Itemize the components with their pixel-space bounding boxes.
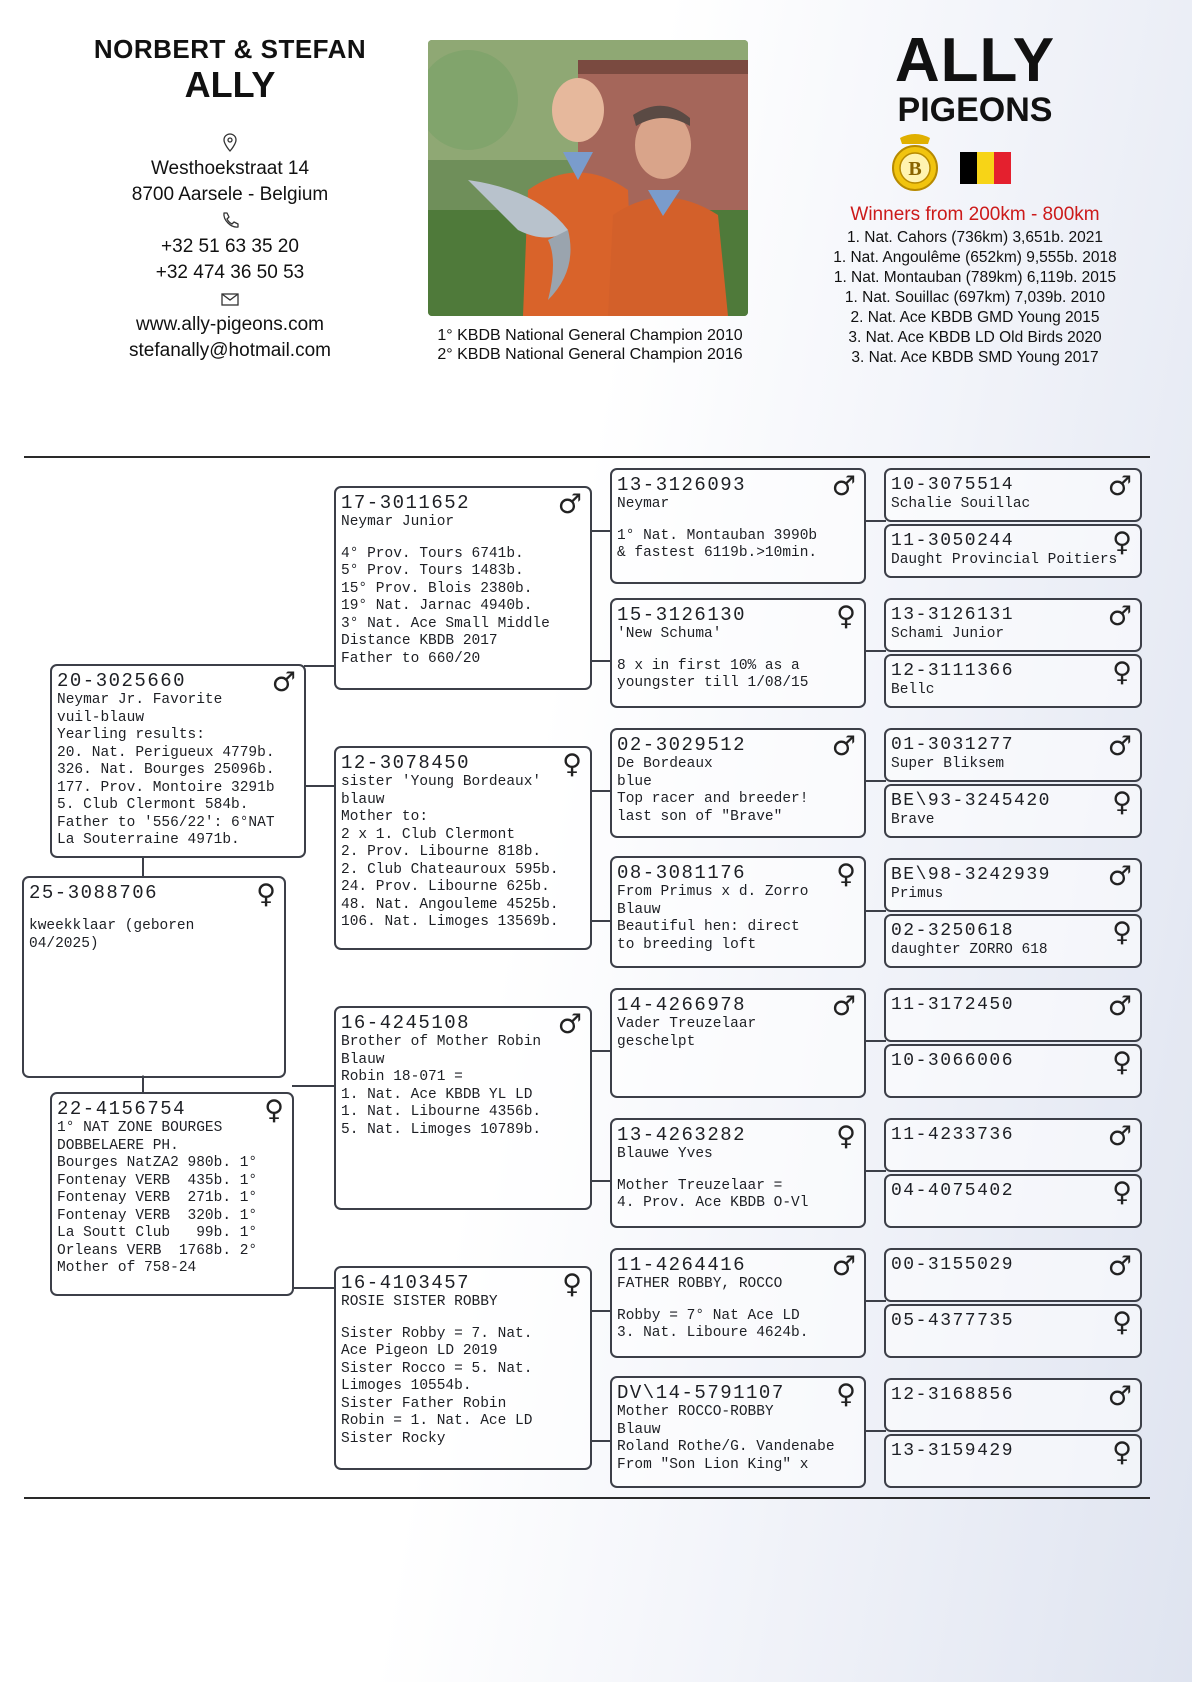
connector [590,1310,612,1312]
ring-number: DV\14-5791107 [617,1382,785,1404]
pedigree-card-gggp[interactable] [884,1118,1142,1172]
win-item: 1. Nat. Angoulême (652km) 9,555b. 2018 [833,249,1117,266]
win-item: 1. Nat. Montauban (789km) 6,119b. 2015 [833,269,1117,286]
pedigree-card-ggp[interactable] [610,598,866,708]
ring-number: 13-4263282 [617,1124,747,1146]
card-line: kweekklaar (geboren [29,918,195,934]
card-line: Orleans VERB 1768b. 2° [57,1242,258,1259]
ring-number: 11-4233736 [891,1125,1015,1145]
pedigree-card-ggp[interactable] [610,988,866,1098]
ring-number: 10-3075514 [891,475,1015,495]
pedigree-card-gggp[interactable] [884,988,1142,1042]
female-icon: ♀ [1112,917,1132,948]
card-line: Neymar [617,496,670,512]
brand-subtitle: PIGEONS [897,91,1053,129]
male-icon: ♂ [831,991,856,1022]
card-line: 5. Nat. Limoges 10789b. [341,1121,542,1138]
card-line: Yearling results: [57,727,205,743]
ring-number: 25-3088706 [29,882,159,904]
ring-number: 00-3155029 [891,1255,1015,1275]
connector [864,780,886,782]
ring-number: 12-3111366 [891,661,1015,681]
pedigree-card-sire-dam[interactable] [334,746,592,950]
card-line: FATHER ROBBY, ROCCO [617,1276,783,1292]
female-icon: ♀ [1112,787,1132,818]
card-line: Schami Junior [891,626,1005,642]
breeder-names [40,34,420,105]
connector [864,910,886,912]
card-line: 15° Prov. Blois 2380b. [341,580,533,597]
card-line: Fontenay VERB 435b. 1° [57,1172,258,1189]
card-line: DOBBELAERE PH. [57,1137,179,1154]
top-divider [24,456,1150,458]
card-line: Mother of 758-24 [57,1260,197,1276]
connector [864,1300,886,1302]
male-icon: ♂ [271,667,296,698]
card-line: Robin 18-071 = [341,1069,463,1085]
card-line: 19° Nat. Jarnac 4940b. [341,598,533,614]
ring-number: 01-3031277 [891,735,1015,755]
card-line: 177. Prov. Montoire 3291b [57,779,275,796]
names-line2: ALLY [184,64,276,105]
connector [590,1180,612,1182]
female-icon: ♀ [1112,1437,1132,1468]
female-icon: ♀ [1112,1047,1132,1078]
ring-number: 04-4075402 [891,1181,1015,1201]
male-icon: ♂ [1107,991,1132,1022]
connector [864,650,886,652]
pedigree-card-gggp[interactable] [884,784,1142,838]
bottom-divider [24,1497,1150,1499]
card-line: Blauw [341,1051,385,1068]
female-icon: ♀ [836,1379,856,1410]
card-line: Blauwe Yves [617,1146,713,1162]
caption-line2: 2° KBDB National General Champion 2016 [437,346,743,363]
phone-icon [219,210,241,232]
emblem-letter: B [908,158,922,180]
card-line: sister 'Young Bordeaux' [341,774,542,790]
card-line: From "Son Lion King" x [617,1456,809,1473]
ring-number: BE\93-3245420 [891,791,1051,811]
card-line: vuil-blauw [57,709,145,726]
phone-line1: +32 51 63 35 20 [161,236,299,257]
ring-number: 13-3159429 [891,1441,1015,1461]
male-icon: ♂ [831,731,856,762]
breeders-photo [428,40,748,316]
card-line: blue [617,773,652,790]
ring-number: 11-3172450 [891,995,1015,1015]
win-item: 1. Nat. Cahors (736km) 3,651b. 2021 [847,229,1103,246]
connector [590,1440,612,1442]
female-icon: ♀ [264,1095,284,1126]
connector [304,665,334,667]
card-line: Beautiful hen: direct [617,919,800,935]
caption-line1: 1° KBDB National General Champion 2010 [437,327,743,344]
connector [304,785,334,787]
card-line: Father to 660/20 [341,650,481,667]
pedigree-card-gggp[interactable] [884,1378,1142,1432]
card-line: La Souterraine 4971b. [57,832,240,848]
pedigree-card-sire[interactable] [50,664,306,858]
female-icon: ♀ [1112,527,1132,558]
card-line: 5. Club Clermont 584b. [57,797,249,813]
location-pin-icon [219,132,241,154]
card-line: Ace Pigeon LD 2019 [341,1343,498,1359]
connector [590,790,612,792]
ring-number: 20-3025660 [57,670,187,692]
card-line: 106. Nat. Limoges 13569b. [341,914,559,930]
ring-number: 22-4156754 [57,1098,187,1120]
connector [590,660,612,662]
card-line: Primus [891,886,944,902]
address-line1: Westhoekstraat 14 [150,158,310,179]
pedigree-card-gggp[interactable] [884,858,1142,912]
pedigree-card-gggp[interactable] [884,1044,1142,1098]
card-line: Sister Father Robin [341,1395,507,1412]
card-line: From Primus x d. Zorro [617,884,809,900]
website-link[interactable]: www.ally-pigeons.com [136,314,324,335]
card-line: 1° NAT ZONE BOURGES [57,1120,223,1136]
ring-number: 10-3066006 [891,1051,1015,1071]
card-line: Fontenay VERB 320b. 1° [57,1207,258,1224]
pedigree-card-sire-sire[interactable] [334,486,592,690]
pedigree-card-ggp[interactable] [610,728,866,838]
pedigree-card-gggp[interactable] [884,728,1142,782]
ring-number: 05-4377735 [891,1311,1015,1331]
female-icon: ♀ [836,601,856,632]
ring-number: 16-4245108 [341,1012,471,1034]
win-item: 3. Nat. Ace KBDB LD Old Birds 2020 [848,329,1102,346]
male-icon: ♂ [1107,1251,1132,1282]
card-line: 4. Prov. Ace KBDB O-Vl [617,1195,809,1211]
email-link[interactable]: stefanally@hotmail.com [129,340,331,361]
card-line: Robby = 7° Nat Ace LD [617,1307,800,1324]
card-line: Brother of Mother Robin [341,1034,542,1050]
male-icon: ♂ [1107,731,1132,762]
female-icon: ♀ [256,879,276,910]
connector [864,520,886,522]
card-line: La Soutt Club 99b. 1° [57,1225,258,1241]
female-icon: ♀ [1112,657,1132,688]
male-icon: ♂ [1107,471,1132,502]
card-line: to breeding loft [617,936,757,953]
phone-line2: +32 474 36 50 53 [155,262,305,283]
card-line: 3° Nat. Ace Small Middle [341,615,550,632]
male-icon: ♂ [1107,1121,1132,1152]
female-icon: ♀ [836,859,856,890]
card-line: Mother ROCCO-ROBBY [617,1404,774,1420]
card-line: 24. Prov. Libourne 625b. [341,879,550,895]
male-icon: ♂ [831,1251,856,1282]
card-line: Neymar Junior [341,514,455,530]
ring-number: 12-3168856 [891,1385,1015,1405]
card-line: Robin = 1. Nat. Ace LD [341,1413,533,1429]
connector [142,856,144,878]
address-line2: 8700 Aarsele - Belgium [131,184,329,205]
card-line: Limoges 10554b. [341,1378,472,1394]
card-line: Fontenay VERB 271b. 1° [57,1190,258,1206]
card-line: 20. Nat. Perigueux 4779b. [57,744,275,761]
ring-number: 12-3078450 [341,752,471,774]
card-line: 2. Prov. Libourne 818b. [341,844,542,860]
emblem-row [880,130,1080,194]
wins-title: Winners from 200km - 800km [850,204,1100,225]
pedigree-card-gggp[interactable] [884,1174,1142,1228]
pedigree-card-gggp[interactable] [884,524,1142,578]
win-item: 2. Nat. Ace KBDB GMD Young 2015 [850,309,1100,326]
connector [292,1085,334,1087]
ring-number: 13-3126131 [891,605,1015,625]
card-line: youngster till 1/08/15 [617,675,809,691]
male-icon: ♂ [831,471,856,502]
ring-number: 14-4266978 [617,994,747,1016]
card-line: Daught Provincial Poitiers [891,552,1118,568]
card-line: geschelpt [617,1033,696,1050]
card-line: 1. Nat. Libourne 4356b. [341,1104,542,1120]
connector [864,1430,886,1432]
win-item: 3. Nat. Ace KBDB SMD Young 2017 [851,349,1099,366]
female-icon: ♀ [1112,1177,1132,1208]
ring-number: 13-3126093 [617,474,747,496]
card-line: Top racer and breeder! [617,791,809,807]
photo-caption [410,326,770,364]
connector [864,1040,886,1042]
card-line: Sister Rocky [341,1430,446,1447]
contact-block [40,130,420,364]
pedigree-card-ggp[interactable] [610,1248,866,1358]
male-icon: ♂ [1107,861,1132,892]
pedigree-card-gggp[interactable] [884,468,1142,522]
card-line: 1° Nat. Montauban 3990b [617,527,818,544]
card-line: 2 x 1. Club Clermont [341,826,516,843]
card-line: Blauw [617,1421,661,1438]
card-line: Blauw [617,901,661,918]
card-line: 04/2025) [29,935,99,952]
mail-icon [219,288,241,310]
card-line: daughter ZORRO 618 [891,942,1048,958]
pedigree-card-ggp[interactable] [610,856,866,968]
win-item: 1. Nat. Souillac (697km) 7,039b. 2010 [844,289,1106,306]
ring-number: 08-3081176 [617,862,747,884]
ring-number: 15-3126130 [617,604,747,626]
connector [590,1050,612,1052]
card-line: ROSIE SISTER ROBBY [341,1294,498,1310]
card-line: 1. Nat. Ace KBDB YL LD [341,1086,533,1103]
female-icon: ♀ [1112,1307,1132,1338]
pedigree-card-dam-dam[interactable] [334,1266,592,1470]
female-icon: ♀ [836,1121,856,1152]
pedigree-card-ggp[interactable] [610,1118,866,1228]
connector [590,530,612,532]
pedigree-card-gggp[interactable] [884,914,1142,968]
card-line: Neymar Jr. Favorite [57,692,223,708]
ring-number: BE\98-3242939 [891,865,1051,885]
card-line: 5° Prov. Tours 1483b. [341,563,524,579]
card-line: 8 x in first 10% as a [617,657,800,674]
ring-number: 16-4103457 [341,1272,471,1294]
card-line: Roland Rothe/G. Vandenabe [617,1439,835,1455]
pedigree-card-ggp[interactable] [610,468,866,584]
names-line1: NORBERT & STEFAN [93,34,367,64]
brand-block [790,26,1160,129]
female-icon: ♀ [562,1269,582,1300]
ring-number: 17-3011652 [341,492,471,514]
male-icon: ♂ [557,1009,582,1040]
card-line: 326. Nat. Bourges 25096b. [57,762,275,778]
female-icon: ♀ [562,749,582,780]
pedigree-card-subject[interactable] [22,876,286,1078]
card-line: Mother to: [341,809,429,825]
card-line: De Bordeaux [617,756,713,772]
pedigree-card-gggp[interactable] [884,1434,1142,1488]
male-icon: ♂ [557,489,582,520]
pedigree-card-dam[interactable] [50,1092,294,1296]
card-line: 'New Schuma' [617,626,722,642]
card-line: 2. Club Chateauroux 595b. [341,861,559,878]
card-line: Vader Treuzelaar [617,1016,757,1032]
card-line: blauw [341,791,385,808]
card-line: Bellc [891,682,935,698]
card-line: 48. Nat. Angouleme 4525b. [341,896,559,913]
card-line: Brave [891,812,935,828]
card-line: Sister Robby = 7. Nat. [341,1325,533,1342]
card-line: Father to '556/22': 6°NAT [57,814,275,831]
pedigree-card-dam-sire[interactable] [334,1006,592,1210]
card-line: Schalie Souillac [891,496,1031,512]
ring-number: 11-3050244 [891,531,1015,551]
card-line: Mother Treuzelaar = [617,1177,783,1194]
card-line: 3. Nat. Liboure 4624b. [617,1325,809,1341]
male-icon: ♂ [1107,601,1132,632]
pedigree-card-gggp[interactable] [884,1248,1142,1302]
pedigree-card-gggp[interactable] [884,598,1142,652]
connector [864,1170,886,1172]
pedigree-card-gggp[interactable] [884,1304,1142,1358]
connector [590,920,612,922]
card-line: 4° Prov. Tours 6741b. [341,545,524,562]
card-line: Bourges NatZA2 980b. 1° [57,1155,258,1171]
card-line: last son of "Brave" [617,808,783,825]
belgian-flag-icon [960,152,1011,184]
card-line: Sister Rocco = 5. Nat. [341,1360,533,1377]
ring-number: 02-3029512 [617,734,747,756]
connector [292,1287,334,1289]
kbdb-emblem-icon [893,134,937,190]
ring-number: 02-3250618 [891,921,1015,941]
wins-list [790,228,1160,368]
card-line: Distance KBDB 2017 [341,633,498,649]
brand-title: ALLY [894,26,1056,95]
card-line: Super Bliksem [891,756,1005,772]
pedigree-card-ggp[interactable] [610,1376,866,1488]
pedigree-card-gggp[interactable] [884,654,1142,708]
ring-number: 11-4264416 [617,1254,747,1276]
card-line: & fastest 6119b.>10min. [617,545,818,561]
male-icon: ♂ [1107,1381,1132,1412]
